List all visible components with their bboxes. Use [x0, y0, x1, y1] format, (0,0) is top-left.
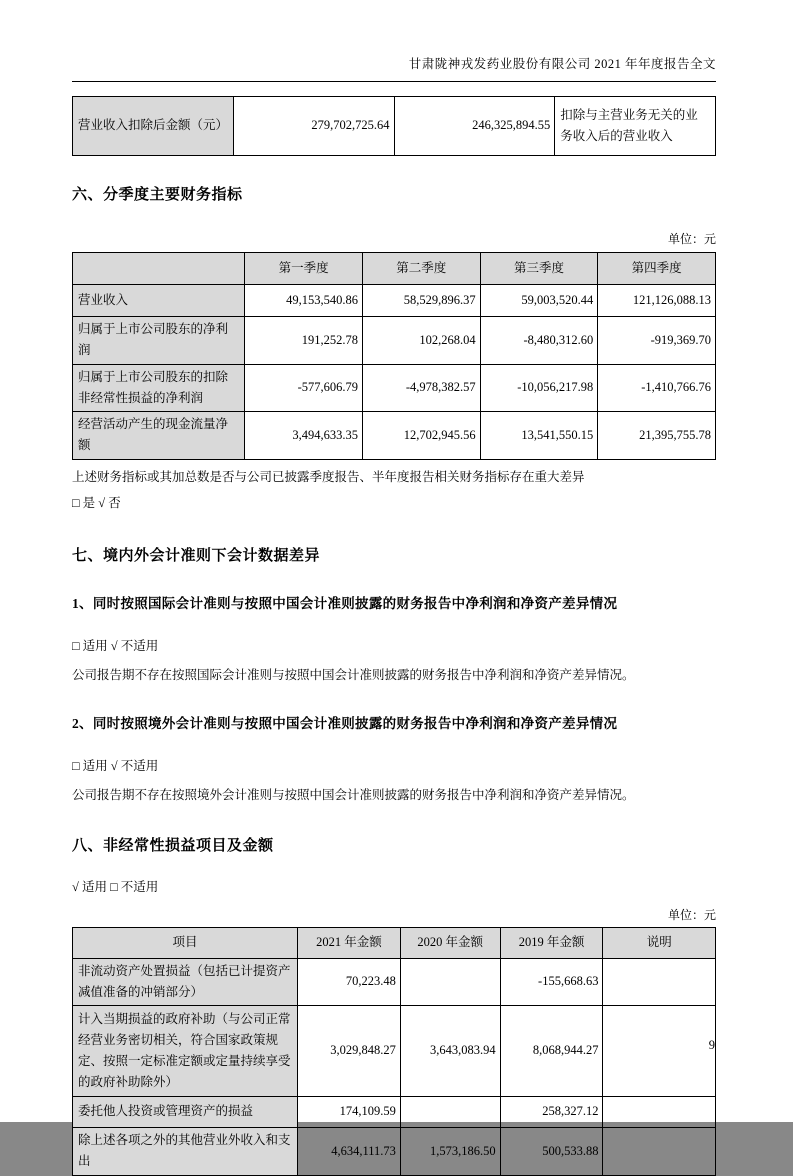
- header-q1-cell: 第一季度: [245, 253, 363, 285]
- q4-value-cell: -919,369.70: [598, 317, 716, 365]
- value-2021-cell: 174,109.59: [298, 1097, 401, 1128]
- header-q4-cell: 第四季度: [598, 253, 716, 285]
- value-2019-cell: 8,068,944.27: [500, 1006, 603, 1097]
- yes-no-selector: □ 是 √ 否: [72, 495, 121, 510]
- header-note-cell: 说明: [603, 927, 716, 958]
- note-cell: [603, 1128, 716, 1176]
- table-header-row: [73, 253, 716, 285]
- sub1-statement: 公司报告期不存在按照国际会计准则与按照中国会计准则披露的财务报告中净利润和净资产差异情况。: [72, 667, 635, 682]
- q2-value-cell: 58,529,896.37: [362, 285, 480, 317]
- header-2020-cell: 2020 年金额: [400, 927, 500, 958]
- sub1-applicable-selector: □ 适用 √ 不适用: [72, 638, 159, 653]
- revenue-deduction-table: [72, 96, 716, 156]
- row-label-cell: 经营活动产生的现金流量净额: [73, 412, 245, 460]
- q2-value-cell: 102,268.04: [362, 317, 480, 365]
- table-row: [73, 412, 716, 460]
- section6-title: 六、分季度主要财务指标: [72, 187, 243, 203]
- q4-value-cell: -1,410,766.76: [598, 364, 716, 412]
- q1-value-cell: 191,252.78: [245, 317, 363, 365]
- value-2021-cell: 3,029,848.27: [298, 1006, 401, 1097]
- header-q3-cell: 第三季度: [480, 253, 598, 285]
- quarterly-indicators-table: [72, 252, 716, 460]
- table-row: [73, 97, 716, 156]
- quarterly-difference-note: 上述财务指标或其加总数是否与公司已披露季度报告、半年度报告相关财务指标存在重大差异: [72, 469, 585, 484]
- row-label-cell: 计入当期损益的政府补助（与公司正常经营业务密切相关，符合国家政策规定、按照一定标准定额或定量持续享受的政府补助除外）: [73, 1006, 298, 1097]
- table-row: [73, 317, 716, 365]
- header-item-cell: 项目: [73, 927, 298, 958]
- value-2020-cell: 1,573,186.50: [400, 1128, 500, 1176]
- q1-value-cell: 49,153,540.86: [245, 285, 363, 317]
- value-2020-cell: 3,643,083.94: [400, 1006, 500, 1097]
- q2-value-cell: 12,702,945.56: [362, 412, 480, 460]
- document-header-title: 甘肃陇神戎发药业股份有限公司 2021 年年度报告全文: [72, 0, 716, 82]
- table-header-row: [73, 927, 716, 958]
- q4-value-cell: 121,126,088.13: [598, 285, 716, 317]
- header-2019-cell: 2019 年金额: [500, 927, 603, 958]
- table-row: [73, 285, 716, 317]
- non-recurring-items-table: [72, 927, 716, 1176]
- value-2021-cell: 70,223.48: [298, 958, 401, 1006]
- row-label-cell: 营业收入: [73, 285, 245, 317]
- header-empty-cell: [73, 253, 245, 285]
- section7-sub2-title: 2、同时按照境外会计准则与按照中国会计准则披露的财务报告中净利润和净资产差异情况: [72, 715, 618, 731]
- sub2-applicable-selector: □ 适用 √ 不适用: [72, 758, 159, 773]
- section8-unit-label: 单位：元: [667, 907, 716, 922]
- value-2020-cell: [400, 1097, 500, 1128]
- q1-value-cell: -577,606.79: [245, 364, 363, 412]
- value-2019-cell: 500,533.88: [500, 1128, 603, 1176]
- value-2021-cell: 4,634,111.73: [298, 1128, 401, 1176]
- row-label-cell: 委托他人投资或管理资产的损益: [73, 1097, 298, 1128]
- note-cell: [603, 958, 716, 1006]
- page-number: 9: [708, 1038, 715, 1052]
- q3-value-cell: -8,480,312.60: [480, 317, 598, 365]
- q3-value-cell: 59,003,520.44: [480, 285, 598, 317]
- q2-value-cell: -4,978,382.57: [362, 364, 480, 412]
- value-2019-cell: -155,668.63: [500, 958, 603, 1006]
- q3-value-cell: -10,056,217.98: [480, 364, 598, 412]
- page-content: [72, 0, 716, 1176]
- row-label-cell: 非流动资产处置损益（包括已计提资产减值准备的冲销部分）: [73, 958, 298, 1006]
- note-cell: [603, 1097, 716, 1128]
- value-2019-cell: 258,327.12: [500, 1097, 603, 1128]
- row-label-cell: 归属于上市公司股东的净利润: [73, 317, 245, 365]
- row-label-cell: 归属于上市公司股东的扣除非经常性损益的净利润: [73, 364, 245, 412]
- row-label-cell: 营业收入扣除后金额（元）: [73, 97, 234, 156]
- note-cell: [603, 1006, 716, 1097]
- table-row: [73, 1128, 716, 1176]
- table-row: [73, 1006, 716, 1097]
- table-row: [73, 1097, 716, 1128]
- value-2021-cell: 279,702,725.64: [233, 97, 394, 156]
- sub2-statement: 公司报告期不存在按照境外会计准则与按照中国会计准则披露的财务报告中净利润和净资产差异情况。: [72, 787, 635, 802]
- table-row: [73, 364, 716, 412]
- section6-unit-label: 单位：元: [667, 232, 716, 246]
- section8-applicable-selector: √ 适用 □ 不适用: [72, 879, 159, 894]
- note-cell: 扣除与主营业务无关的业务收入后的营业收入: [555, 97, 716, 156]
- row-label-cell: 除上述各项之外的其他营业外收入和支出: [73, 1128, 298, 1176]
- header-q2-cell: 第二季度: [362, 253, 480, 285]
- header-2021-cell: 2021 年金额: [298, 927, 401, 958]
- value-2020-cell: 246,325,894.55: [394, 97, 555, 156]
- q3-value-cell: 13,541,550.15: [480, 412, 598, 460]
- section8-title: 八、非经常性损益项目及金额: [72, 837, 274, 854]
- value-2020-cell: [400, 958, 500, 1006]
- q1-value-cell: 3,494,633.35: [245, 412, 363, 460]
- section7-sub1-title: 1、同时按照国际会计准则与按照中国会计准则披露的财务报告中净利润和净资产差异情况: [72, 595, 618, 611]
- table-row: [73, 958, 716, 1006]
- q4-value-cell: 21,395,755.78: [598, 412, 716, 460]
- section7-title: 七、境内外会计准则下会计数据差异: [72, 547, 321, 564]
